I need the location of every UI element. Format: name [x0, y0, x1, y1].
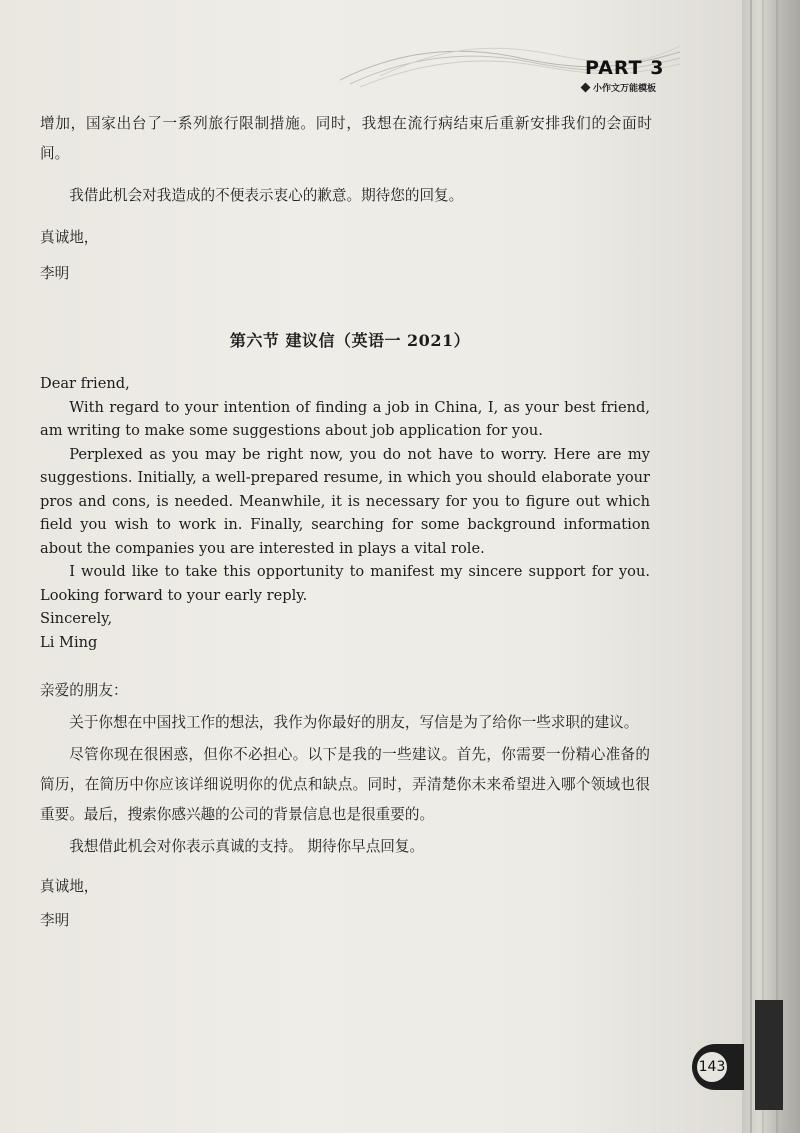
page-number: 143	[697, 1052, 727, 1082]
chinese-para-3: 我想借此机会对你表示真诚的支持。 期待你早点回复。	[69, 838, 425, 855]
chinese-signature: 李明	[40, 912, 70, 929]
english-para-3: I would like to take this opportunity to manifest my sincere support for you. Looking forward to your early reply.	[40, 563, 650, 604]
english-letter	[40, 372, 650, 654]
chapter-subtitle	[582, 81, 656, 94]
top-letter-closing: 真诚地，	[40, 229, 99, 246]
page-edge-line	[762, 0, 764, 1133]
english-closing: Sincerely,	[40, 610, 113, 627]
chapter-subtitle-text: 小作文万能模板	[593, 84, 657, 94]
page-edge-line	[750, 0, 752, 1133]
english-signature: Li Ming	[40, 633, 98, 651]
part-label: PART 3	[585, 57, 665, 79]
page-edge-line	[776, 0, 778, 1133]
thumb-index-tab	[755, 1000, 783, 1110]
english-salutation: Dear friend,	[40, 375, 130, 392]
diamond-bullet-icon	[581, 83, 591, 93]
english-para-1: With regard to your intention of finding a job in China, I, as your best friend, am writing to make some suggestions about job application for you.	[40, 398, 650, 439]
section-heading: 第六节 建议信（英语一 2021）	[229, 331, 471, 350]
chinese-letter	[40, 676, 650, 936]
chinese-salutation: 亲爱的朋友：	[40, 682, 128, 699]
chinese-para-2: 尽管你现在很困惑，但你不必担心。以下是我的一些建议。首先，你需要一份精心准备的简历，在简历中你应该详细说明你的优点和缺点。同时，弄清楚你未来希望进入哪个领域也很重要。最后，搜索你感兴趣的公司的背景信息也是很重要的。	[40, 746, 650, 823]
top-letter-para-1: 增加，国家出台了一系列旅行限制措施。同时，我想在流行病结束后重新安排我们的会面时间。	[40, 115, 652, 162]
english-para-2: Perplexed as you may be right now, you do not have to worry. Here are my suggestions. Initially, a well-prepared resume, in which you should elaborate your pros and cons, is needed. Meanwhile, it is necessary for you to figure out which field you wish to work in. Finally, searching for some background information about the companies you are interested in plays a vital role.	[40, 445, 650, 557]
chinese-closing: 真诚地，	[40, 878, 99, 895]
top-letter-signature: 李明	[40, 265, 70, 282]
top-letter	[40, 109, 652, 289]
chinese-para-1: 关于你想在中国找工作的想法，我作为你最好的朋友，写信是为了给你一些求职的建议。	[69, 714, 639, 731]
top-letter-para-2: 我借此机会对我造成的不便表示衷心的歉意。期待您的回复。	[69, 187, 464, 204]
page-number-badge	[692, 1044, 744, 1090]
